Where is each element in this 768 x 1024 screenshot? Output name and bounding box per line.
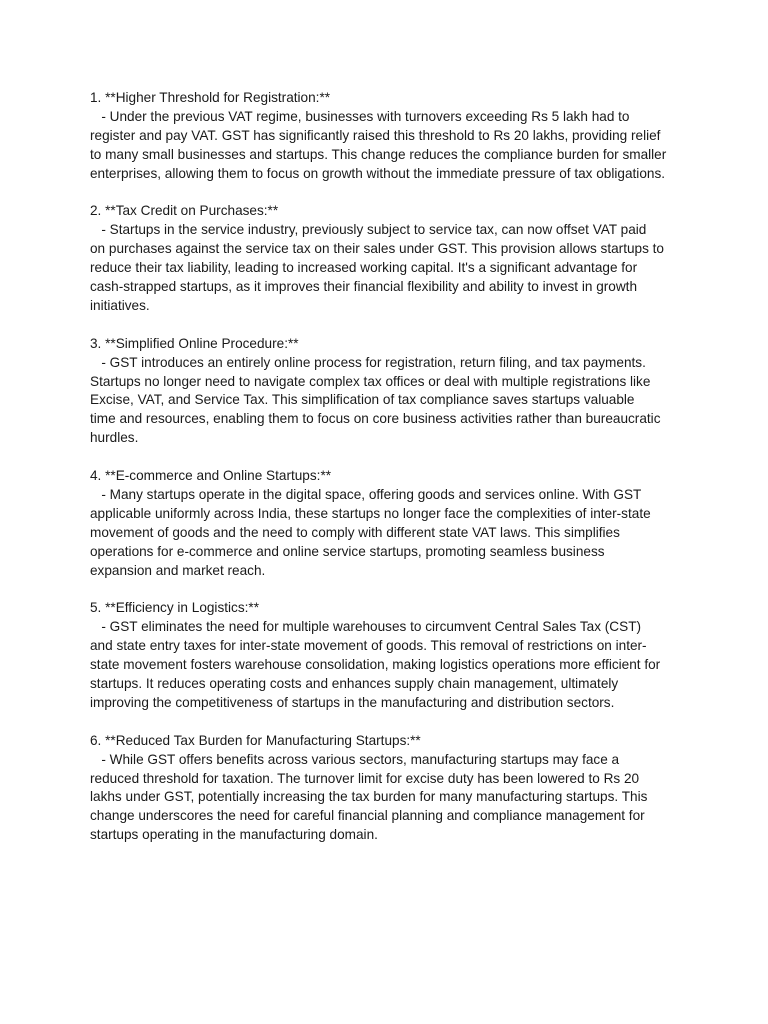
body-line: startups. It reduces operating costs and enhances supply chain management, ultimately	[90, 676, 619, 692]
section-6	[90, 732, 680, 845]
section-1	[90, 89, 680, 184]
body-line: reduced threshold for taxation. The turnover limit for excise duty has been lowered to Rs 20	[90, 770, 640, 786]
section-heading: 4. **E-commerce and Online Startups:**	[90, 468, 332, 484]
body-line: Startups no longer need to navigate complex tax offices or deal with multiple registrations like	[90, 373, 651, 389]
section-5	[90, 599, 680, 712]
body-line: register and pay VAT. GST has significantly raised this threshold to Rs 20 lakhs, providing relief	[90, 127, 661, 143]
body-line: on purchases against the service tax on their sales under GST. This provision allows startups to	[90, 241, 664, 257]
body-line: initiatives.	[90, 297, 150, 313]
body-line: change underscores the need for careful financial planning and compliance management for	[90, 808, 645, 824]
body-line: - Startups in the service industry, previously subject to service tax, can now offset VAT paid	[90, 222, 647, 238]
body-line: and state entry taxes for inter-state movement of goods. This removal of restrictions on inter-	[90, 638, 647, 654]
body-line: state movement fosters warehouse consolidation, making logistics operations more efficient for	[90, 657, 661, 673]
body-line: - GST eliminates the need for multiple warehouses to circumvent Central Sales Tax (CST)	[90, 619, 642, 635]
section-heading: 5. **Efficiency in Logistics:**	[90, 600, 259, 616]
body-line: - Under the previous VAT regime, businesses with turnovers exceeding Rs 5 lakh had to	[90, 108, 630, 124]
body-line: to many small businesses and startups. This change reduces the compliance burden for smaller	[90, 146, 667, 162]
body-line: movement of goods and the need to comply with different state VAT laws. This simplifies	[90, 524, 620, 540]
body-line: operations for e-commerce and online service startups, promoting seamless business	[90, 543, 605, 559]
section-heading: 1. **Higher Threshold for Registration:**	[90, 90, 331, 105]
body-line: lakhs under GST, potentially increasing the tax burden for many manufacturing startups. This	[90, 789, 648, 805]
body-line: time and resources, enabling them to focus on core business activities rather than bureaucratic	[90, 411, 661, 427]
body-line: startups operating in the manufacturing domain.	[90, 827, 378, 843]
body-line: hurdles.	[90, 430, 139, 446]
body-line: improving the competitiveness of startups in the manufacturing and distribution sectors.	[90, 694, 615, 710]
body-line: - GST introduces an entirely online process for registration, return filing, and tax payments.	[90, 354, 646, 370]
body-line: expansion and market reach.	[90, 562, 266, 578]
section-heading: 6. **Reduced Tax Burden for Manufacturing Startups:**	[90, 732, 421, 748]
body-line: - Many startups operate in the digital space, offering goods and services online. With GST	[90, 486, 642, 502]
document-page	[90, 89, 680, 864]
body-line: cash-strapped startups, as it improves their financial flexibility and ability to invest in growth	[90, 279, 638, 295]
body-line: Excise, VAT, and Service Tax. This simplification of tax compliance saves startups valuable	[90, 392, 635, 408]
body-line: - While GST offers benefits across various sectors, manufacturing startups may face a	[90, 751, 620, 767]
section-3	[90, 335, 680, 448]
section-heading: 3. **Simplified Online Procedure:**	[90, 335, 299, 351]
section-4	[90, 467, 680, 580]
body-line: applicable uniformly across India, these startups no longer face the complexities of inter-state	[90, 505, 651, 521]
body-line: reduce their tax liability, leading to increased working capital. It's a significant advantage for	[90, 260, 638, 276]
section-2	[90, 202, 680, 315]
body-line: enterprises, allowing them to focus on growth without the immediate pressure of tax obligations.	[90, 165, 666, 181]
section-heading: 2. **Tax Credit on Purchases:**	[90, 203, 279, 219]
